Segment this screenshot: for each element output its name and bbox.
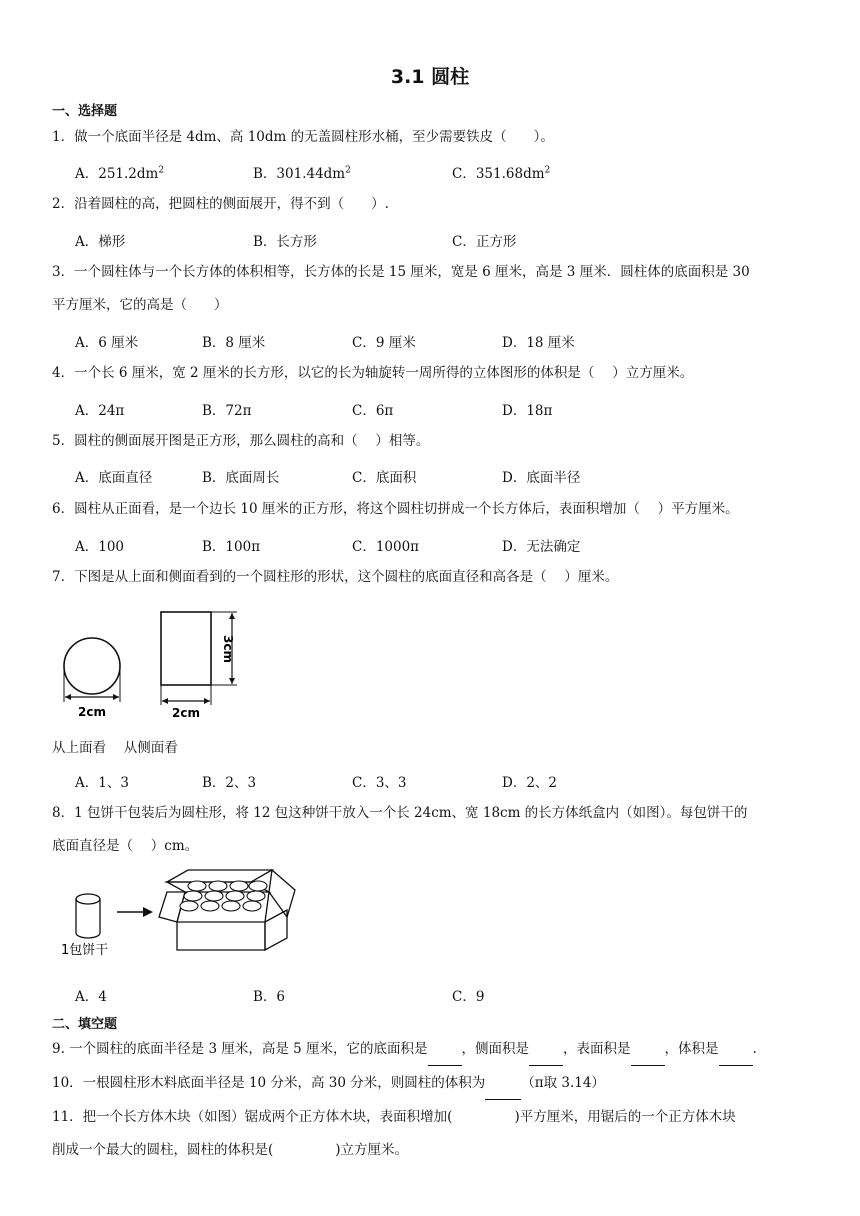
question-4: 4．一个长 6 厘米，宽 2 厘米的长方形，以它的长为轴旋转一周所得的立体图形的体积是（ ）立方厘米。 [52, 365, 694, 381]
question-8-line-1: 8．1 包饼干包装后为圆柱形，将 12 包这种饼干放入一个长 24cm、宽 18cm 的长方体纸盒内（如图）。每包饼干的 [52, 805, 748, 821]
option-a: A．4 [75, 989, 107, 1005]
option-a: A．底面直径 [75, 470, 153, 486]
side-view-width-label: 2cm [172, 706, 200, 720]
side-view-height-label: 3cm [221, 635, 235, 663]
question-3-line-2: 平方厘米，它的高是（ ） [52, 297, 228, 313]
answer-blank[interactable] [529, 1033, 563, 1066]
box-back-flap [167, 870, 272, 882]
biscuits-in-box [180, 881, 267, 911]
option-b: B．6 [253, 989, 286, 1005]
option-a: A．6 厘米 [75, 335, 139, 351]
answer-blank[interactable] [452, 1101, 514, 1133]
option-c: C．$351.68dm^2$ [452, 165, 551, 182]
page-title: 3.1 圆柱 [390, 66, 470, 88]
box-side [265, 910, 287, 950]
option-d: D．18 厘米 [502, 335, 575, 351]
question-10: 10．一根圆柱形木料底面半径是 10 分米，高 30 分米，则圆柱的体积为 （π取 3.14） [52, 1067, 812, 1100]
option-a: A．1、3 [75, 775, 129, 791]
option-d: D．无法确定 [502, 539, 581, 555]
option-a: A．$251.2dm^2$ [75, 165, 165, 182]
option-d: D．2、2 [502, 775, 558, 791]
arrow-head-right [204, 698, 210, 704]
arrow-head-top [229, 613, 235, 619]
cylinder-views-figure [55, 605, 255, 725]
question-2: 2．沿着圆柱的高，把圆柱的侧面展开，得不到（ ）. [52, 196, 389, 212]
arrow-head-left [65, 694, 71, 700]
option-c: C．9 [452, 989, 485, 1005]
question-1: 1．做一个底面半径是 4dm、高 10dm 的无盖圆柱形水桶，至少需要铁皮（ ）。 [52, 129, 554, 145]
option-b: B．长方形 [253, 234, 317, 250]
top-view-circle [64, 638, 120, 694]
option-c: C．9 厘米 [352, 335, 416, 351]
figure-caption: 从上面看 从侧面看 [52, 740, 178, 756]
arrow-head-bottom [229, 678, 235, 684]
option-a: A．梯形 [75, 234, 126, 250]
option-d: D．底面半径 [502, 470, 581, 486]
question-11-line-1: 11．把一个长方体木块（如图）锯成两个正方体木块，表面积增加( )平方厘米，用锯后的一个正方体木块 [52, 1101, 812, 1133]
option-b: B．2、3 [202, 775, 257, 791]
option-b: B．$301.44dm^2$ [253, 165, 351, 182]
option-c: C．3、3 [352, 775, 407, 791]
option-c: C．1000π [352, 539, 420, 555]
answer-blank[interactable] [631, 1033, 665, 1066]
question-5: 5．圆柱的侧面展开图是正方形，那么圆柱的高和（ ）相等。 [52, 433, 430, 449]
box-right-flap [269, 870, 295, 917]
arrow-head-left [162, 698, 168, 704]
section-heading-fill: 二、填空题 [52, 1017, 118, 1032]
top-view-diameter-label: 2cm [78, 705, 106, 719]
answer-blank[interactable] [273, 1134, 335, 1166]
question-9: 9. 一个圆柱的底面半径是 3 厘米，高是 5 厘米，它的底面积是 ，侧面积是 ，表面积是 ，体积是 . [52, 1033, 842, 1066]
answer-blank[interactable] [719, 1033, 753, 1066]
answer-blank[interactable] [485, 1067, 521, 1100]
option-b: B．8 厘米 [202, 335, 266, 351]
arrow-head-right [113, 694, 119, 700]
box-front [177, 922, 265, 950]
option-a: A．100 [75, 539, 125, 555]
option-c: C．底面积 [352, 470, 417, 486]
option-b: B．底面周长 [202, 470, 280, 486]
biscuit-label: 1包饼干 [61, 943, 109, 958]
option-a: A．24π [75, 403, 125, 419]
option-c: C．正方形 [452, 234, 517, 250]
arrow-head-icon [143, 907, 153, 917]
section-heading-choice: 一、选择题 [52, 104, 118, 119]
question-3-line-1: 3．一个圆柱体与一个长方体的体积相等，长方体的长是 15 厘米，宽是 6 厘米，高是 3 厘米．圆柱体的底面积是 30 [52, 264, 750, 280]
question-11-line-2: 削成一个最大的圆柱，圆柱的体积是( )立方厘米。 [52, 1134, 812, 1166]
option-d: D．18π [502, 403, 553, 419]
question-6: 6．圆柱从正面看，是一个边长 10 厘米的正方形，将这个圆柱切拼成一个长方体后，表面积增加（ ）平方厘米。 [52, 501, 739, 517]
question-8-line-2: 底面直径是（ ）cm。 [52, 838, 199, 854]
question-7: 7．下图是从上面和侧面看到的一个圆柱形的形状，这个圆柱的底面直径和高各是（ ）厘米。 [52, 569, 619, 585]
answer-blank[interactable] [428, 1033, 462, 1066]
option-b: B．100π [202, 539, 261, 555]
option-c: C．6π [352, 403, 394, 419]
cylinder-top [76, 894, 100, 904]
biscuit-box-figure [55, 862, 315, 962]
option-b: B．72π [202, 403, 252, 419]
side-view-rectangle [161, 612, 211, 685]
